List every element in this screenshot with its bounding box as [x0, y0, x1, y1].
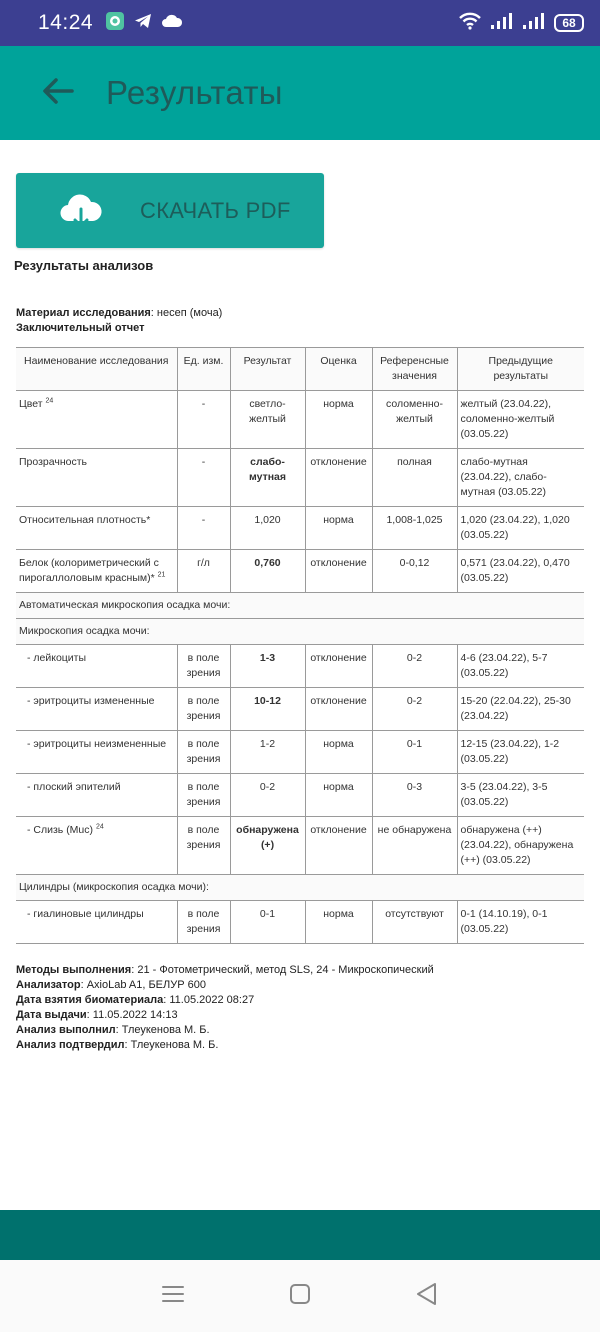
- confirmed-value: : Тлеукенова М. Б.: [124, 1039, 219, 1051]
- material-value: : несеп (моча): [150, 307, 223, 319]
- row-previous: обнаружена (++) (23.04.22), обнаружена (++) (03.05.22): [457, 817, 584, 875]
- col-name: Наименование исследования: [16, 348, 177, 391]
- row-assessment: норма: [305, 391, 372, 449]
- row-previous: 15-20 (22.04.22), 25-30 (23.04.22): [457, 688, 584, 731]
- row-unit: в поле зрения: [177, 688, 230, 731]
- row-reference: 0-2: [372, 688, 457, 731]
- col-assessment: Оценка: [305, 348, 372, 391]
- wifi-icon: [458, 11, 482, 36]
- section-microscopy: Микроскопия осадка мочи:: [16, 619, 584, 645]
- back-triangle-icon: [415, 1282, 439, 1311]
- row-assessment: отклонение: [305, 449, 372, 507]
- notification-icons: [105, 11, 183, 36]
- table-row: [16, 774, 584, 817]
- row-assessment: отклонение: [305, 550, 372, 593]
- report-heading: Результаты анализов: [14, 258, 154, 273]
- row-name: - Слизь (Muc) $^{24}$: [16, 817, 177, 875]
- row-unit: в поле зрения: [177, 817, 230, 875]
- row-reference: полная: [372, 449, 457, 507]
- download-pdf-button[interactable]: [16, 173, 324, 248]
- col-reference: Референсные значения: [372, 348, 457, 391]
- confirmed-label: Анализ подтвердил: [16, 1039, 125, 1051]
- row-name: - гиалиновые цилиндры: [16, 901, 177, 944]
- row-assessment: отклонение: [305, 645, 372, 688]
- issue-date-label: Дата выдачи: [16, 1009, 87, 1021]
- row-reference: 0-2: [372, 645, 457, 688]
- table-row: [16, 449, 584, 507]
- performed-value: : Тлеукенова М. Б.: [115, 1024, 210, 1036]
- sample-date-label: Дата взятия биоматериала: [16, 994, 164, 1006]
- table-row: [16, 391, 584, 449]
- row-result: 1-3: [230, 645, 305, 688]
- status-bar: [0, 0, 600, 46]
- table-row: [16, 645, 584, 688]
- row-assessment: норма: [305, 731, 372, 774]
- row-name: Цвет $^{24}$: [16, 391, 177, 449]
- row-result: 1,020: [230, 507, 305, 550]
- col-previous: Предыдущие результаты: [457, 348, 584, 391]
- row-reference: 0-0,12: [372, 550, 457, 593]
- row-result: 1-2: [230, 731, 305, 774]
- section-auto-microscopy: Автоматическая микроскопия осадка мочи:: [16, 593, 584, 619]
- row-result: 0,760: [230, 550, 305, 593]
- row-previous: 3-5 (23.04.22), 3-5 (03.05.22): [457, 774, 584, 817]
- sample-date-value: : 11.05.2022 08:27: [163, 994, 255, 1006]
- row-result: 10-12: [230, 688, 305, 731]
- table-header: [16, 348, 584, 391]
- telegram-icon: [133, 11, 153, 36]
- back-button[interactable]: [28, 63, 88, 123]
- signal-icon: [522, 12, 546, 35]
- performed-label: Анализ выполнил: [16, 1024, 116, 1036]
- recent-apps-button[interactable]: [153, 1276, 193, 1316]
- row-result: светло-желтый: [230, 391, 305, 449]
- table-row: [16, 731, 584, 774]
- row-previous: 1,020 (23.04.22), 1,020 (03.05.22): [457, 507, 584, 550]
- analyzer-value: : AxioLab A1, БЕЛУР 600: [80, 979, 206, 991]
- row-name: - плоский эпителий: [16, 774, 177, 817]
- table-row: [16, 817, 584, 875]
- cloud-download-icon: [58, 188, 104, 234]
- arrow-left-icon: [42, 77, 74, 110]
- row-name: Прозрачность: [16, 449, 177, 507]
- row-result: обнаружена (+): [230, 817, 305, 875]
- row-reference: соломенно-желтый: [372, 391, 457, 449]
- col-unit: Ед. изм.: [177, 348, 230, 391]
- row-assessment: норма: [305, 901, 372, 944]
- row-result: 0-2: [230, 774, 305, 817]
- results-table: [16, 347, 584, 944]
- row-previous: 0,571 (23.04.22), 0,470 (03.05.22): [457, 550, 584, 593]
- cloud-icon: [161, 13, 183, 34]
- row-reference: не обнаружена: [372, 817, 457, 875]
- table-row: [16, 550, 584, 593]
- row-reference: отсутствуют: [372, 901, 457, 944]
- home-button[interactable]: [280, 1276, 320, 1316]
- row-name: Относительная плотность*: [16, 507, 177, 550]
- row-reference: 0-1: [372, 731, 457, 774]
- row-unit: -: [177, 391, 230, 449]
- row-assessment: отклонение: [305, 688, 372, 731]
- methods-label: Методы выполнения: [16, 964, 132, 976]
- row-result: 0-1: [230, 901, 305, 944]
- battery-indicator: 68: [554, 14, 584, 32]
- section-row: [16, 875, 584, 901]
- report: [16, 258, 584, 1053]
- row-unit: в поле зрения: [177, 645, 230, 688]
- table-row: [16, 901, 584, 944]
- material-label: Материал исследования: [16, 307, 151, 319]
- row-unit: -: [177, 449, 230, 507]
- menu-icon: [161, 1284, 185, 1309]
- section-row: [16, 593, 584, 619]
- row-previous: 0-1 (14.10.19), 0-1 (03.05.22): [457, 901, 584, 944]
- material-line: [16, 306, 584, 321]
- home-square-icon: [289, 1283, 311, 1310]
- bottom-bar: [0, 1210, 600, 1260]
- table-row: [16, 507, 584, 550]
- message-icon: [105, 11, 125, 36]
- page-title: Результаты: [106, 74, 283, 111]
- row-unit: в поле зрения: [177, 731, 230, 774]
- row-name: Белок (колориметрический с пирогаллоловым красным)* $^{21}$: [16, 550, 177, 593]
- row-unit: в поле зрения: [177, 774, 230, 817]
- row-name: - эритроциты измененные: [16, 688, 177, 731]
- row-name: - лейкоциты: [16, 645, 177, 688]
- row-name: - эритроциты неизмененные: [16, 731, 177, 774]
- row-unit: в поле зрения: [177, 901, 230, 944]
- row-previous: слабо-мутная (23.04.22), слабо-мутная (03.05.22): [457, 449, 584, 507]
- section-cylinders: Цилиндры (микроскопия осадка мочи):: [16, 875, 584, 901]
- report-footer: [16, 963, 584, 1053]
- row-assessment: отклонение: [305, 817, 372, 875]
- row-previous: 12-15 (23.04.22), 1-2 (03.05.22): [457, 731, 584, 774]
- system-icons: [458, 11, 584, 36]
- system-nav-bar: [0, 1260, 600, 1332]
- final-report-label: Заключительный отчет: [16, 322, 145, 334]
- status-time: 14:24: [38, 11, 94, 34]
- issue-date-value: : 11.05.2022 14:13: [86, 1009, 178, 1021]
- app-bar: [0, 46, 600, 140]
- col-result: Результат: [230, 348, 305, 391]
- row-previous: желтый (23.04.22), соломенно-желтый (03.05.22): [457, 391, 584, 449]
- row-assessment: норма: [305, 507, 372, 550]
- row-unit: г/л: [177, 550, 230, 593]
- table-row: [16, 688, 584, 731]
- analyzer-label: Анализатор: [16, 979, 81, 991]
- row-unit: -: [177, 507, 230, 550]
- row-previous: 4-6 (23.04.22), 5-7 (03.05.22): [457, 645, 584, 688]
- section-row: [16, 619, 584, 645]
- signal-icon: [490, 12, 514, 35]
- row-result: слабо-мутная: [230, 449, 305, 507]
- download-pdf-label: СКАЧАТЬ PDF: [140, 197, 291, 223]
- report-meta: [16, 306, 584, 336]
- methods-value: : 21 - Фотометрический, метод SLS, 24 - Микроскопический: [131, 964, 434, 976]
- system-back-button[interactable]: [407, 1276, 447, 1316]
- row-assessment: норма: [305, 774, 372, 817]
- row-reference: 1,008-1,025: [372, 507, 457, 550]
- row-reference: 0-3: [372, 774, 457, 817]
